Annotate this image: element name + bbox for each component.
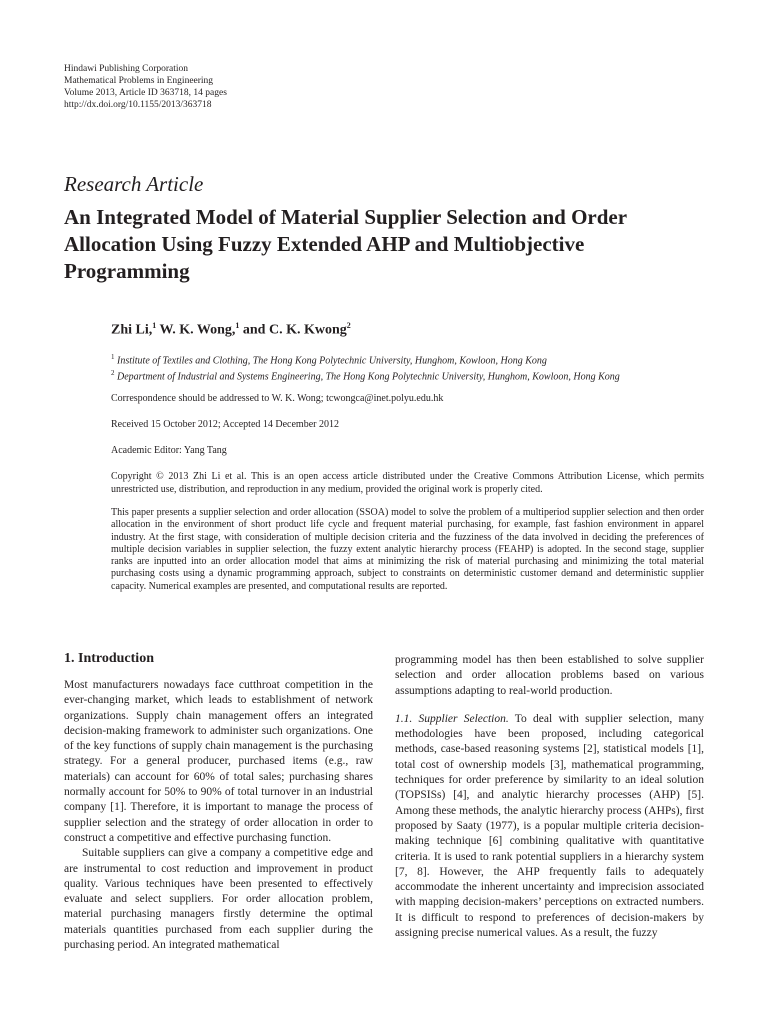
author-affiliation-mark: 1 <box>152 321 157 330</box>
affiliation-text: Institute of Textiles and Clothing, The Hong Kong Polytechnic University, Hunghom, Kowloon, Hong Kong <box>117 355 547 367</box>
affiliation-2 <box>111 369 620 382</box>
author-separator: and <box>239 322 269 338</box>
body-text: To deal with supplier selection, many methodologies have been proposed, including categorical methods, case-based reasoning systems [2], statistical models [1], total cost of ownership models [3], mathematical programming, techniques for order preference by similarity to an ideal solution (TOPSISs) [4], and analytic hierarchy processes (AHP) [5]. Among these methods, the analytic hierarchy process (AHPs), first proposed by Saaty (1977), is a popular multiple criteria decision-making technique [6] combining qualitative with quantitative criteria. It is used to rank potential suppliers in a hierarchy system [7, 8]. However, the AHP frequently fails to adequately accommodate the inherent uncertainty and imprecision associated with mapping decision-makers’ perceptions on extracted numbers. It is difficult to respond to preferences of decision-makers by assigning precise numerical values. As a result, the fuzzy <box>395 712 704 940</box>
journal-name: Mathematical Problems in Engineering <box>64 76 214 86</box>
author-affiliation-mark: 2 <box>346 321 351 330</box>
affiliation-number: 1 <box>111 353 115 361</box>
article-type: Research Article <box>64 172 204 196</box>
author-name: Zhi Li, <box>111 322 153 338</box>
author-list <box>111 321 351 339</box>
volume-line: Volume 2013, Article ID 363718, 14 pages <box>64 88 227 98</box>
doi-link[interactable]: http://dx.doi.org/10.1155/2013/363718 <box>64 100 212 110</box>
copyright-notice: Copyright © 2013 Zhi Li et al. This is an open access article distributed under the Creative Commons Attribution License, which permits unrestricted use, distribution, and reproduction in any medium, provided the original work is properly cited. <box>111 471 704 495</box>
paper-title: An Integrated Model of Material Supplier Selection and Order Allocation Using Fuzzy Extended AHP and Multiobjective Programming <box>64 205 627 283</box>
affiliation-text: Department of Industrial and Systems Engineering, The Hong Kong Polytechnic University, Hunghom, Kowloon, Hong Kong <box>117 371 620 383</box>
journal-header <box>64 63 227 111</box>
body-paragraph: Most manufacturers nowadays face cutthroat competition in the ever-changing market, which leads to establishment of network organizations. Supply chain management offers an integrated decision-making framework to administer such organizations. One of the key functions of supply chain management is the purchasing strategy. For a general producer, purchased items (e.g., raw materials) can account for 60% of total sales; purchasing shares normally account for 50% to 90% of total turnover in an industrial company [1]. Therefore, it is important to manage the process of supplier selection and the strategy of order allocation in order to construct a competitive and effective purchasing function. <box>64 679 373 844</box>
affiliation-number: 2 <box>111 369 115 377</box>
abstract: This paper presents a supplier selection and order allocation (SSOA) model to solve the problem of a multiperiod supplier selection and then order allocation in the environment of short product life cycle and frequent material purchasing, for example, fast fashion environment in apparel industry. At the first stage, with consideration of multiple decision criteria and the fuzziness of the data involved in deciding the preferences of multiple decision variables in supplier selection, the fuzzy extent analytic hierarchy process (FEAHP) is adopted. In the second stage, supplier ranks are inputted into an order allocation model that aims at minimizing the risk of material purchasing and minimizing the total material purchasing costs using a dynamic programming approach, subject to constraints on deterministic customer demand and deterministic supplier capacity. Numerical examples are presented, and computational results are reported. <box>111 507 704 592</box>
affiliation-1 <box>111 353 547 366</box>
body-paragraph: programming model has then been established to solve supplier selection and order allocation problems based on various assumptions adapting to real-world production. <box>395 654 704 697</box>
subsection-heading: 1.1. Supplier Selection. <box>395 712 509 725</box>
academic-editor: Academic Editor: Yang Tang <box>111 445 227 456</box>
section-heading-introduction: 1. Introduction <box>64 651 154 666</box>
right-column <box>395 653 704 941</box>
received-dates: Received 15 October 2012; Accepted 14 December 2012 <box>111 419 339 430</box>
author-name: W. K. Wong, <box>159 322 236 338</box>
author-name: C. K. Kwong <box>268 322 347 338</box>
left-column <box>64 678 373 953</box>
correspondence-line: Correspondence should be addressed to W. K. Wong; tcwongca@inet.polyu.edu.hk <box>111 393 444 404</box>
body-paragraph: Suitable suppliers can give a company a competitive edge and are instrumental to cost reduction and improvement in product quality. Various techniques have been presented to effectively evaluate and select suppliers. For order allocation problem, material purchasing managers firstly determine the optimal materials quantities purchased from each supplier during the purchasing period. An integrated mathematical <box>64 847 373 952</box>
body-paragraph <box>395 712 704 941</box>
publisher-name: Hindawi Publishing Corporation <box>64 64 189 74</box>
author-affiliation-mark: 1 <box>235 321 240 330</box>
